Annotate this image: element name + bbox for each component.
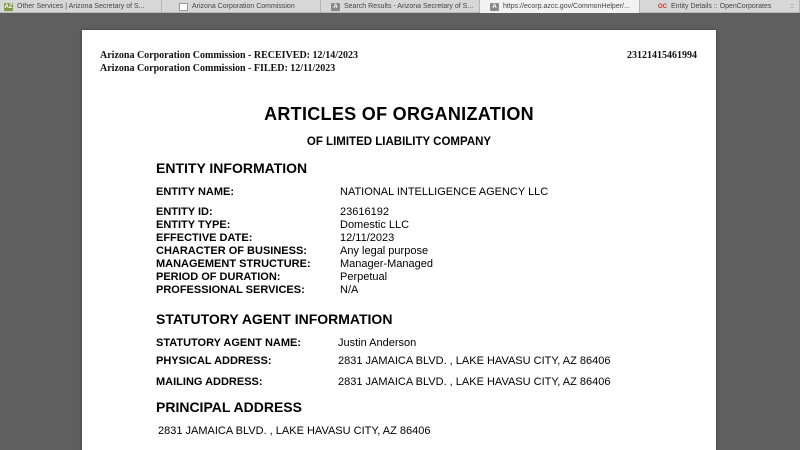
management-structure-label: MANAGEMENT STRUCTURE:	[156, 258, 311, 270]
period-of-duration-value: Perpetual	[340, 271, 388, 283]
mailing-address-value: 2831 JAMAICA BLVD. , LAKE HAVASU CITY, AZ 86406	[338, 376, 611, 388]
tab-title: https://ecorp.azcc.gov/CommonHelper/...	[503, 3, 630, 10]
filed-stamp: Arizona Corporation Commission - FILED: 12/11/2023	[100, 63, 336, 74]
entity-type-label: ENTITY TYPE:	[156, 219, 231, 231]
entity-id-value: 23616192	[340, 206, 389, 218]
physical-address-label: PHYSICAL ADDRESS:	[156, 355, 272, 367]
effective-date-label: EFFECTIVE DATE:	[156, 232, 253, 244]
character-of-business-value: Any legal purpose	[340, 245, 429, 257]
drag-handle-icon[interactable]: ::	[790, 3, 794, 10]
statutory-agent-name-value: Justin Anderson	[338, 337, 417, 349]
character-of-business-label: CHARACTER OF BUSINESS:	[156, 245, 307, 257]
tab-title: Arizona Corporation Commission	[192, 3, 295, 10]
tab-title: Other Services | Arizona Secretary of S...	[17, 3, 145, 10]
tab-other-services[interactable]	[0, 0, 162, 13]
tab-ecorp-common-helper[interactable]	[480, 0, 640, 13]
document-page	[82, 30, 716, 450]
statutory-agent-heading: STATUTORY AGENT INFORMATION	[156, 311, 393, 327]
effective-date-value: 12/11/2023	[340, 232, 395, 244]
tab-title: Entity Details :: OpenCorporates	[671, 3, 772, 10]
received-stamp: Arizona Corporation Commission - RECEIVED: 12/14/2023	[100, 50, 359, 61]
document-icon	[179, 3, 188, 11]
tab-search-results[interactable]	[321, 0, 480, 13]
document-number: 23121415461994	[627, 50, 697, 61]
entity-name-value: NATIONAL INTELLIGENCE AGENCY LLC	[340, 186, 549, 198]
a-icon: A	[490, 3, 499, 11]
professional-services-value: N/A	[340, 284, 359, 296]
a-icon: A	[331, 3, 340, 11]
tab-title: Search Results - Arizona Secretary of S...	[344, 3, 474, 10]
tab-arizona-corporation-commission[interactable]	[162, 0, 321, 13]
tab-entity-details-opencorporates[interactable]	[640, 0, 800, 13]
entity-name-label: ENTITY NAME:	[156, 186, 235, 198]
principal-address-heading: PRINCIPAL ADDRESS	[156, 399, 302, 415]
entity-information-heading: ENTITY INFORMATION	[156, 160, 308, 176]
management-structure-value: Manager-Managed	[340, 258, 433, 270]
entity-id-label: ENTITY ID:	[156, 206, 213, 218]
az-icon: AZ	[4, 3, 13, 10]
entity-type-value: Domestic LLC	[340, 219, 410, 231]
period-of-duration-label: PERIOD OF DURATION:	[156, 271, 281, 283]
principal-address-value: 2831 JAMAICA BLVD. , LAKE HAVASU CITY, AZ 86406	[158, 425, 431, 437]
document-title: ARTICLES OF ORGANIZATION	[264, 104, 534, 124]
document-subtitle: OF LIMITED LIABILITY COMPANY	[306, 136, 492, 148]
statutory-agent-name-label: STATUTORY AGENT NAME:	[156, 337, 302, 349]
browser-tab-bar	[0, 0, 800, 13]
physical-address-value: 2831 JAMAICA BLVD. , LAKE HAVASU CITY, AZ 86406	[338, 355, 611, 367]
mailing-address-label: MAILING ADDRESS:	[156, 376, 263, 388]
professional-services-label: PROFESSIONAL SERVICES:	[156, 284, 305, 296]
opencorporates-icon: OC	[658, 3, 667, 10]
